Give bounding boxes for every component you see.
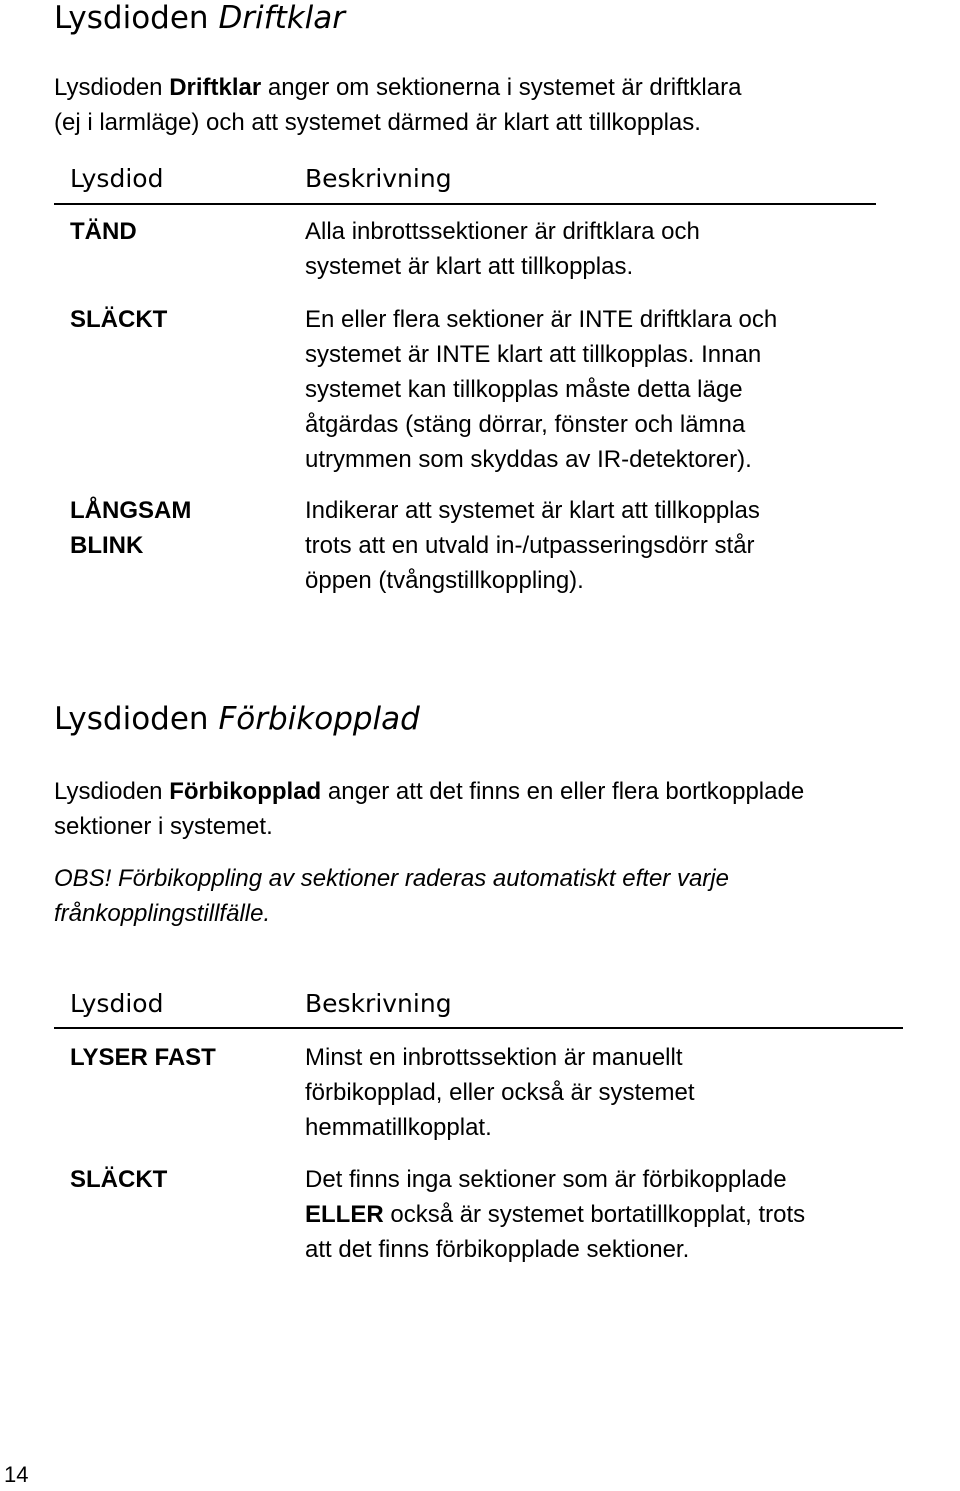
desc-line: att det finns förbikopplade sektioner.: [305, 1236, 690, 1263]
desc-line: förbikopplad, eller också är systemet: [305, 1079, 695, 1106]
term-line: LYSER FAST: [70, 1044, 216, 1071]
intro-bold-term: Förbikopplad: [169, 778, 322, 805]
column-header-description: Beskrivning: [305, 989, 452, 1018]
term-line: TÄND: [70, 218, 137, 245]
intro-line-2: (ej i larmläge) och att systemet därmed är klart att tillkopplas.: [54, 109, 701, 136]
desc-line: systemet kan tillkopplas måste detta läge: [305, 376, 743, 403]
led-state-description: [305, 1040, 695, 1145]
desc-line: hemmatillkopplat.: [305, 1114, 492, 1141]
led-state-term: [70, 1162, 167, 1197]
desc-line: Det finns inga sektioner som är förbikopplade: [305, 1166, 787, 1193]
intro-bold-term: Driftklar: [169, 74, 262, 101]
led-state-description: [305, 493, 760, 598]
led-state-term: [70, 214, 137, 249]
section-heading-forbikopplad: [54, 701, 420, 737]
desc-line: Minst en inbrottssektion är manuellt: [305, 1044, 683, 1071]
intro-line-2: sektioner i systemet.: [54, 813, 273, 840]
note-line: OBS! Förbikoppling av sektioner raderas automatiskt efter varje: [54, 865, 729, 892]
led-state-description: [305, 1162, 805, 1267]
intro-line-1: [54, 774, 804, 809]
led-state-description: [305, 302, 777, 477]
heading-prefix: Lysdioden: [54, 701, 209, 737]
intro-paragraph-forbikopplad: [54, 774, 804, 844]
desc-line: utrymmen som skyddas av IR-detektorer).: [305, 446, 752, 473]
intro-paragraph-driftklar: [54, 70, 741, 140]
term-line: LÅNGSAM: [70, 497, 192, 524]
note-paragraph: [54, 861, 729, 931]
heading-led-name: Driftklar: [218, 0, 346, 36]
desc-line: systemet är klart att tillkopplas.: [305, 253, 634, 280]
heading-prefix: Lysdioden: [54, 0, 209, 36]
led-state-description: [305, 214, 700, 284]
term-line: SLÄCKT: [70, 306, 168, 333]
column-header-led: Lysdiod: [70, 989, 164, 1018]
desc-line: öppen (tvångstillkoppling).: [305, 567, 584, 594]
desc-line: [305, 1197, 805, 1232]
table-header-rule: [54, 1027, 903, 1029]
led-state-term: [70, 302, 167, 337]
desc-bold-word: ELLER: [305, 1201, 384, 1228]
intro-line-1: [54, 70, 741, 105]
term-line: BLINK: [70, 532, 144, 559]
heading-led-name: Förbikopplad: [218, 701, 420, 737]
column-header-led: Lysdiod: [70, 164, 164, 193]
term-line: SLÄCKT: [70, 1166, 168, 1193]
page-number: 14: [4, 1462, 29, 1487]
desc-text: också är systemet bortatillkopplat, trots: [383, 1201, 806, 1228]
intro-text: anger om sektionerna i systemet är driftklara: [261, 74, 742, 101]
desc-line: systemet är INTE klart att tillkopplas. Innan: [305, 341, 762, 368]
desc-line: Indikerar att systemet är klart att tillkopplas: [305, 497, 760, 524]
desc-line: Alla inbrottssektioner är driftklara och: [305, 218, 700, 245]
intro-text: Lysdioden: [54, 778, 170, 805]
led-state-term: [70, 493, 191, 563]
column-header-description: Beskrivning: [305, 164, 452, 193]
table-header-rule: [54, 203, 876, 205]
note-line: frånkopplingstillfälle.: [54, 900, 271, 927]
desc-line: trots att en utvald in-/utpasseringsdörr står: [305, 532, 755, 559]
desc-line: åtgärdas (stäng dörrar, fönster och lämna: [305, 411, 746, 438]
intro-text: anger att det finns en eller flera bortkopplade: [321, 778, 805, 805]
desc-line: En eller flera sektioner är INTE driftklara och: [305, 306, 778, 333]
section-heading-driftklar: [54, 0, 345, 36]
led-state-term: [70, 1040, 216, 1075]
intro-text: Lysdioden: [54, 74, 170, 101]
